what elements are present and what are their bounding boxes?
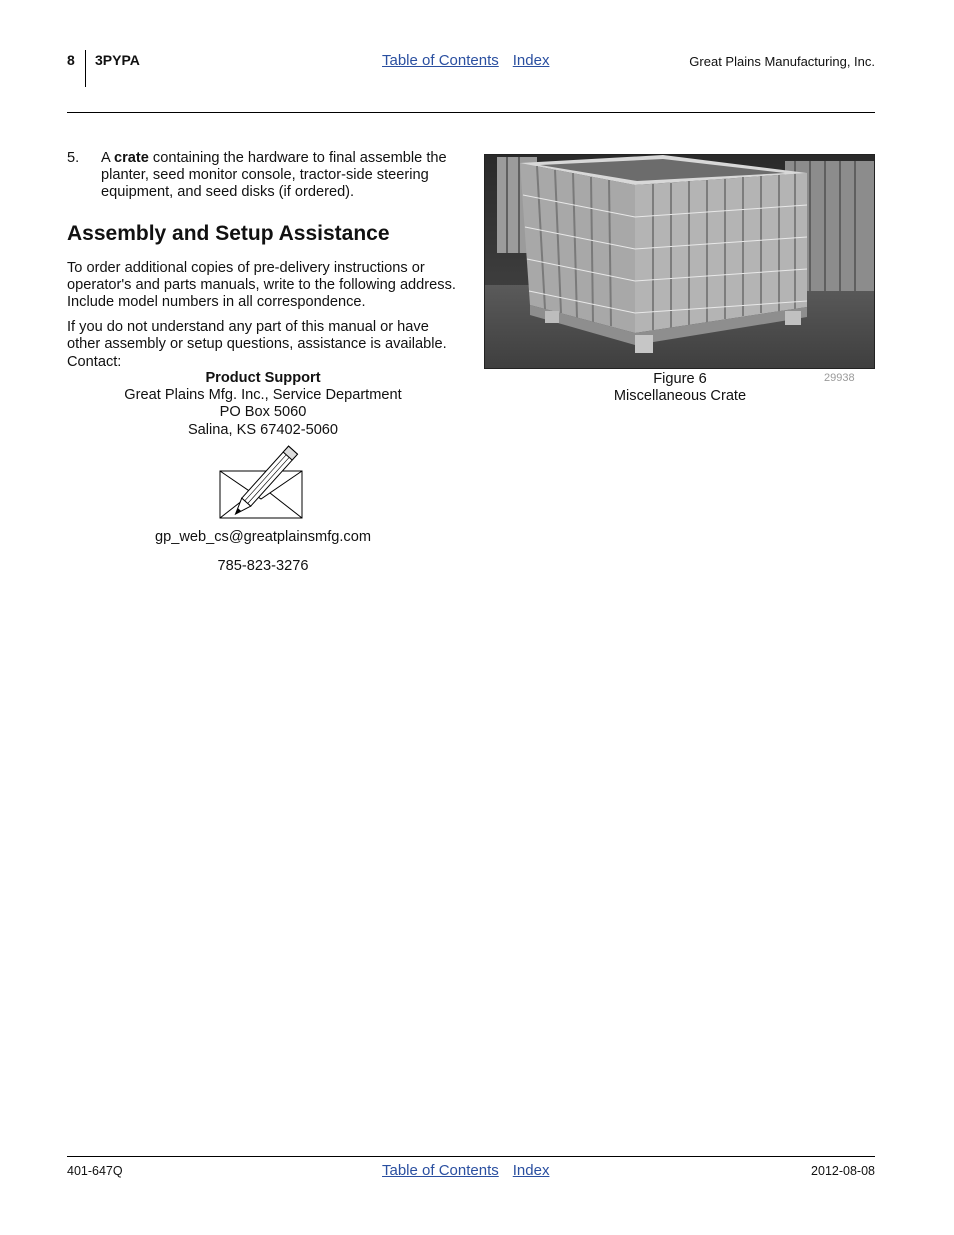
page-number: 8 <box>67 52 75 68</box>
list-item <box>67 150 459 202</box>
contact-line-2: PO Box 5060 <box>219 404 307 421</box>
header-nav <box>382 52 549 69</box>
company-name: Great Plains Manufacturing, Inc. <box>689 54 875 69</box>
crate-photo <box>484 154 875 369</box>
contact-line-1: Great Plains Mfg. Inc., Service Department <box>124 387 402 404</box>
footer-rule <box>67 1156 875 1157</box>
support-phone: 785-823-3276 <box>217 558 309 574</box>
footer-index-link[interactable]: Index <box>512 1162 550 1179</box>
figure-title: Miscellaneous Crate <box>613 388 747 405</box>
list-item-prefix: A <box>101 150 114 166</box>
section-heading: Assembly and Setup Assistance <box>67 221 390 245</box>
document-number: 401-647Q <box>67 1164 123 1178</box>
list-item-rest: containing the hardware to final assemble the planter, seed monitor console, tractor-side steering equipment, and seed disks (if ordered). <box>101 150 447 201</box>
footer-toc-link[interactable]: Table of Contents <box>382 1162 499 1179</box>
figure-caption <box>560 371 800 405</box>
section-paragraph-1: To order additional copies of pre-delivery instructions or operator's and parts manuals, write to the following address. Include model numbers in all correspondence. <box>67 259 456 311</box>
toc-link[interactable]: Table of Contents <box>382 52 499 69</box>
figure-label: Figure 6 <box>653 371 707 387</box>
crate-image <box>485 155 875 369</box>
list-item-bold: crate <box>113 150 149 166</box>
main-content <box>67 150 459 379</box>
header-rule <box>67 112 875 113</box>
list-item-number: 5. <box>67 150 80 166</box>
contact-block <box>67 370 459 439</box>
header-divider <box>85 50 86 87</box>
envelope-pencil-icon <box>218 445 308 527</box>
figure-id: 29938 <box>824 372 855 384</box>
contact-line-3: Salina, KS 67402-5060 <box>187 421 339 438</box>
contact-title: Product Support <box>205 370 321 386</box>
list-item-text <box>101 150 459 202</box>
support-email: gp_web_cs@greatplainsmfg.com <box>155 529 371 545</box>
model-name: 3PYPA <box>95 52 140 68</box>
section-paragraph-2: If you do not understand any part of this manual or have other assembly or setup questions, assistance is available. Contact: <box>67 319 447 370</box>
document-date: 2012-08-08 <box>811 1164 875 1178</box>
footer-nav <box>382 1162 549 1179</box>
index-link[interactable]: Index <box>512 52 550 69</box>
